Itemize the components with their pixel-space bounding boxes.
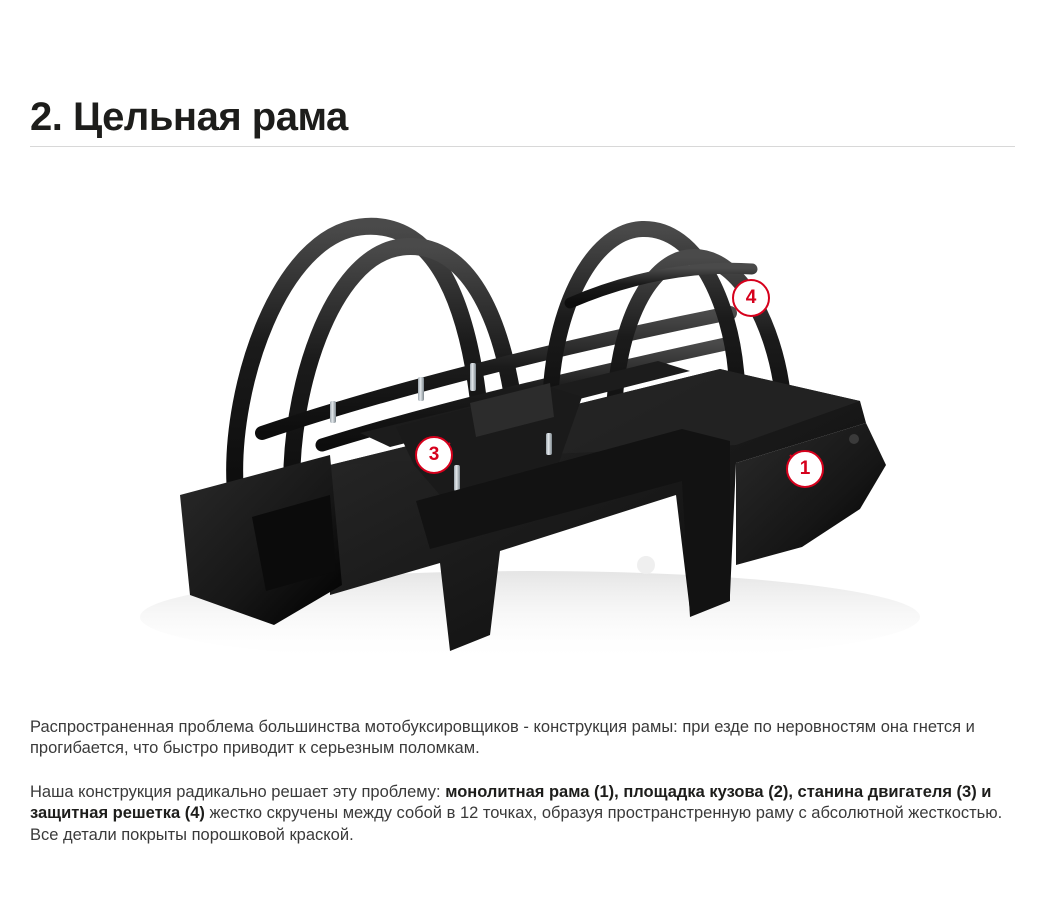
solution-highlight: монолитная рама (1), площадка кузова (2), станина двигателя (3) и защитная решетка (4) (30, 782, 992, 823)
callout-badge-1: 1 (786, 450, 824, 488)
bolt (330, 401, 336, 423)
product-figure (30, 165, 1015, 685)
solution-lead: Наша конструкция радикально решает эту проблему: (30, 782, 446, 801)
mount-hole (849, 434, 859, 444)
title-divider (30, 146, 1015, 147)
bolt (418, 377, 424, 401)
frame-illustration (30, 165, 1015, 685)
callout-badge-4: 4 (732, 279, 770, 317)
solution-tail: жестко скручены между собой в 12 точках, образуя пространстренную раму с абсолютной жесткостью. Все детали покрыты порошковой краской. (30, 804, 1003, 845)
paragraph-solution (30, 782, 1005, 848)
page-title: 2. Цельная рама (30, 94, 348, 139)
paragraph-problem: Распространенная проблема большинства мотобуксировщиков - конструкция рамы: при езде по неровностям она гнется и прогибается, что быстро приводит к серьезным поломкам. (30, 717, 975, 758)
cable-grommet (637, 556, 655, 574)
bolt (454, 465, 460, 491)
bolt (546, 433, 552, 455)
callout-badge-3: 3 (415, 436, 453, 474)
bolt (470, 363, 476, 391)
